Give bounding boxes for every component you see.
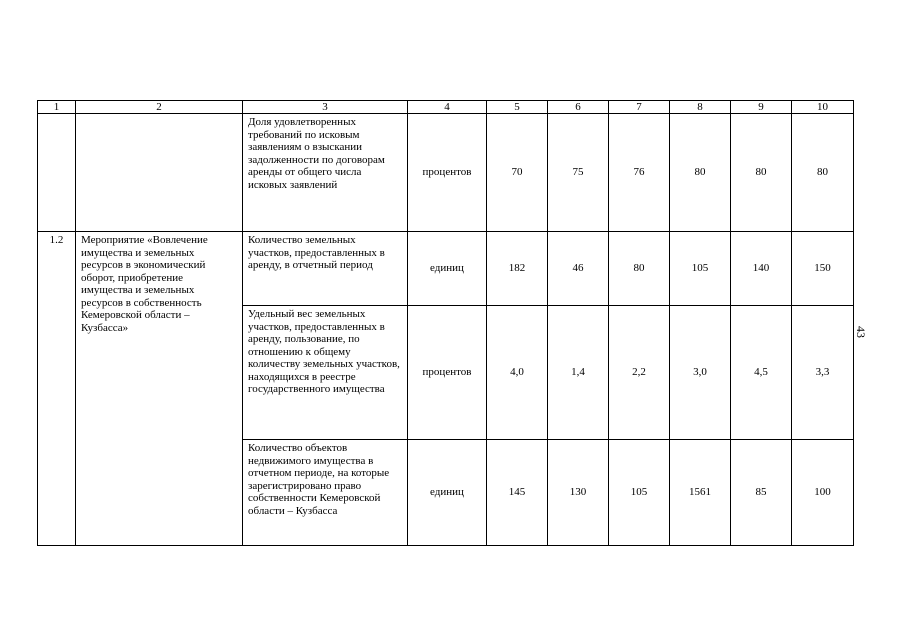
value-cell: 76 <box>609 114 670 232</box>
value-cell: 70 <box>487 114 548 232</box>
value-cell: 75 <box>548 114 609 232</box>
value-cell: 140 <box>731 232 792 306</box>
measure-name-cell: Мероприятие «Вовлечение имущества и земельных ресурсов в экономический оборот, приобретение имущества и земельных ресурсов в собственность Кемеровской области – Кузбасса» <box>76 232 243 546</box>
column-number-cell: 4 <box>408 101 487 114</box>
value-cell: 1561 <box>670 440 731 546</box>
value-cell: 105 <box>609 440 670 546</box>
value-cell: 182 <box>487 232 548 306</box>
column-number-cell: 3 <box>243 101 408 114</box>
value-cell: 2,2 <box>609 306 670 440</box>
column-number-cell: 5 <box>487 101 548 114</box>
row-number-cell <box>38 114 76 232</box>
value-cell: 1,4 <box>548 306 609 440</box>
value-cell: 85 <box>731 440 792 546</box>
column-number-cell: 10 <box>792 101 854 114</box>
indicator-cell: Количество земельных участков, предоставленных в аренду, в отчетный период <box>243 232 408 306</box>
page-number: 43 <box>854 326 868 338</box>
table-row <box>38 114 854 232</box>
value-cell: 145 <box>487 440 548 546</box>
value-cell: 80 <box>609 232 670 306</box>
value-cell: 3,0 <box>670 306 731 440</box>
unit-cell: единиц <box>408 440 487 546</box>
value-cell: 4,0 <box>487 306 548 440</box>
indicator-cell: Удельный вес земельных участков, предоставленных в аренду, пользование, по отношению к общему количеству земельных участков, находящихся в реестре государственного имущества <box>243 306 408 440</box>
value-cell: 100 <box>792 440 854 546</box>
column-number-cell: 2 <box>76 101 243 114</box>
unit-cell: процентов <box>408 306 487 440</box>
value-cell: 80 <box>792 114 854 232</box>
value-cell: 46 <box>548 232 609 306</box>
value-cell: 3,3 <box>792 306 854 440</box>
indicator-cell: Доля удовлетворенных требований по исковым заявлениям о взыскании задолженности по договорам аренды от общего числа исковых заявлений <box>243 114 408 232</box>
value-cell: 150 <box>792 232 854 306</box>
column-number-header-row <box>38 101 854 114</box>
column-number-cell: 8 <box>670 101 731 114</box>
column-number-cell: 9 <box>731 101 792 114</box>
measure-name-cell <box>76 114 243 232</box>
value-cell: 80 <box>670 114 731 232</box>
indicators-table <box>37 100 854 546</box>
value-cell: 105 <box>670 232 731 306</box>
column-number-cell: 1 <box>38 101 76 114</box>
unit-cell: процентов <box>408 114 487 232</box>
column-number-cell: 6 <box>548 101 609 114</box>
table-row <box>38 232 854 306</box>
indicator-cell: Количество объектов недвижимого имущества в отчетном периоде, на которые зарегистрировано право собственности Кемеровской области – Кузбасса <box>243 440 408 546</box>
value-cell: 80 <box>731 114 792 232</box>
unit-cell: единиц <box>408 232 487 306</box>
column-number-cell: 7 <box>609 101 670 114</box>
value-cell: 130 <box>548 440 609 546</box>
value-cell: 4,5 <box>731 306 792 440</box>
row-number-cell: 1.2 <box>38 232 76 546</box>
